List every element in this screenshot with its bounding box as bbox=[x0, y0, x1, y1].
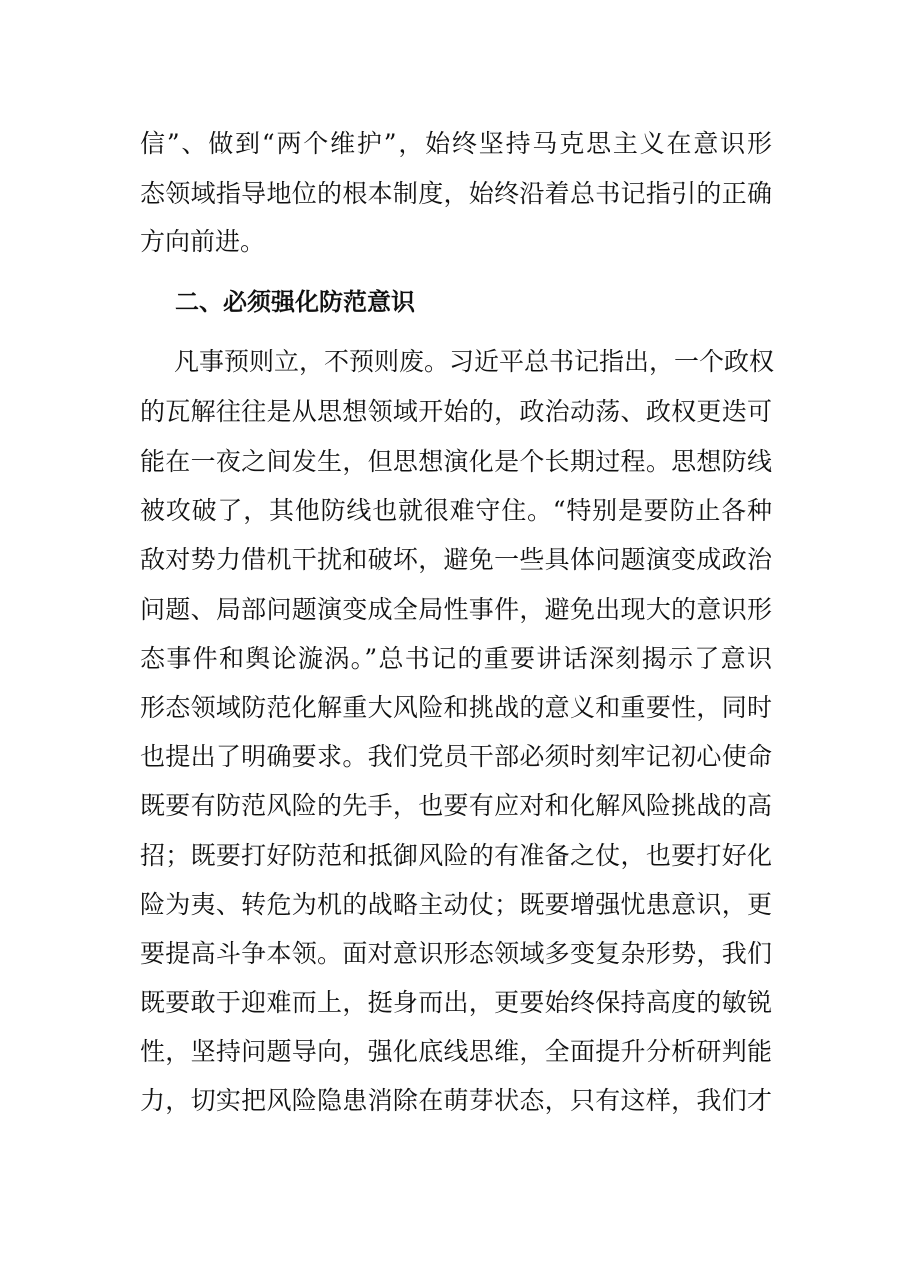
paragraph-line-16: 力，切实把风险隐患消除在萌芽状态，只有这样，我们才 bbox=[140, 1086, 772, 1115]
paragraph-line-2: 的瓦解往往是从思想领域开始的，政治动荡、政权更迭可 bbox=[140, 397, 772, 426]
paragraph-line-7: 态事件和舆论漩涡。”总书记的重要讲话深刻揭示了意识 bbox=[140, 644, 772, 673]
paragraph-line-15: 性，坚持问题导向，强化底线思维，全面提升分析研判能 bbox=[140, 1037, 772, 1066]
paragraph-line-6: 问题、局部问题演变成全局性事件，避免出现大的意识形 bbox=[140, 595, 772, 624]
continuation-line-1: 信”、做到“两个维护”，始终坚持马克思主义在意识形 bbox=[140, 129, 772, 158]
paragraph-line-13: 要提高斗争本领。面对意识形态领域多变复杂形势，我们 bbox=[140, 939, 772, 968]
paragraph-line-14: 既要敢于迎难而上，挺身而出，更要始终保持高度的敏锐 bbox=[140, 988, 772, 1017]
paragraph-line-3: 能在一夜之间发生，但思想演化是个长期过程。思想防线 bbox=[140, 447, 772, 476]
paragraph-line-1: 凡事预则立，不预则废。习近平总书记指出，一个政权 bbox=[174, 347, 775, 376]
paragraph-line-11: 招；既要打好防范和抵御风险的有准备之仗，也要打好化 bbox=[140, 841, 772, 870]
paragraph-line-10: 既要有防范风险的先手，也要有应对和化解风险挑战的高 bbox=[140, 791, 772, 820]
continuation-line-2: 态领域指导地位的根本制度，始终沿着总书记指引的正确 bbox=[140, 179, 772, 208]
paragraph-line-12: 险为夷、转危为机的战略主动仗；既要增强忧患意识，更 bbox=[140, 890, 772, 919]
paragraph-line-5: 敌对势力借机干扰和破坏，避免一些具体问题演变成政治 bbox=[140, 545, 772, 574]
paragraph-line-4: 被攻破了，其他防线也就很难守住。“特别是要防止各种 bbox=[140, 496, 772, 525]
paragraph-line-9: 也提出了明确要求。我们党员干部必须时刻牢记初心使命 bbox=[140, 742, 772, 771]
section-heading: 二、必须强化防范意识 bbox=[175, 288, 415, 316]
paragraph-line-8: 形态领域防范化解重大风险和挑战的意义和重要性，同时 bbox=[140, 693, 772, 722]
continuation-line-3: 方向前进。 bbox=[140, 227, 266, 256]
